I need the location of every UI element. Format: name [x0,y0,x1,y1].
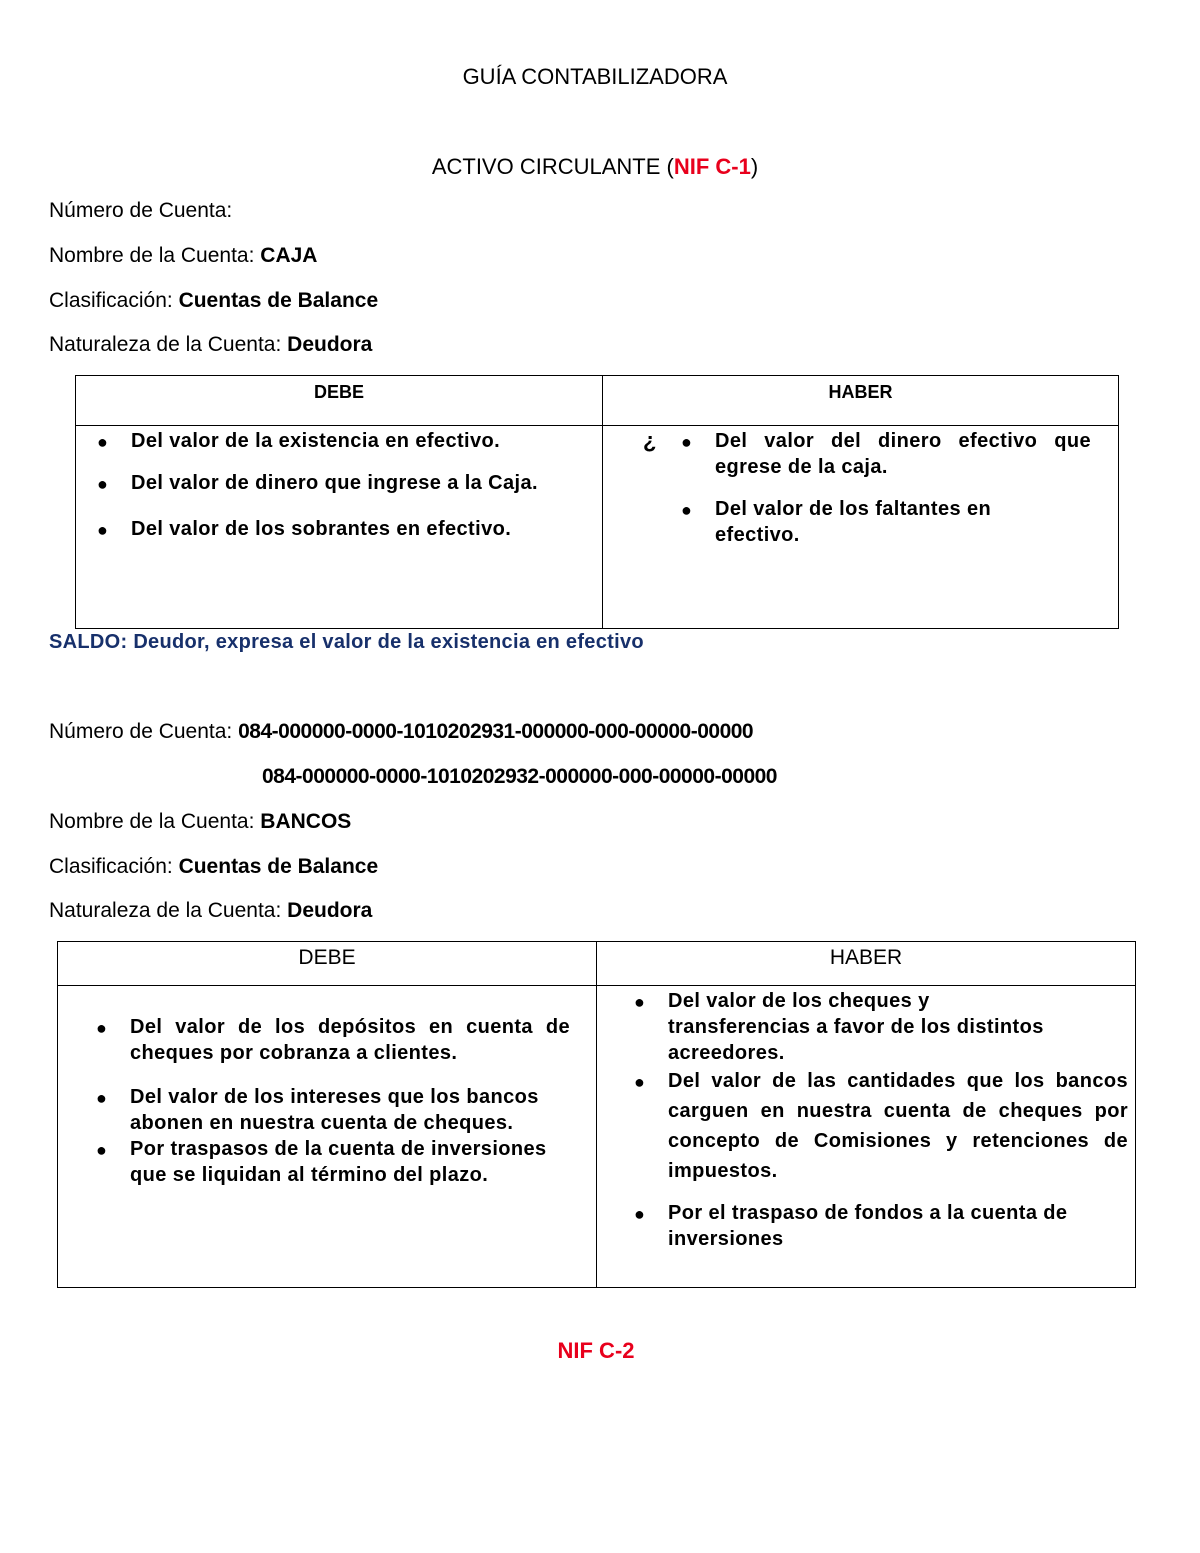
bancos-nombre-label: Nombre de la Cuenta: [49,810,255,833]
caja-haber-list [681,426,1091,548]
caja-debe-header: DEBE [76,376,603,426]
bancos-haber-cell [597,986,1136,1288]
bancos-clasificacion-value: Cuentas de Balance [178,855,379,878]
bancos-numero-value-2: 084-000000-0000-1010202932-000000-000-00000-00000 [262,765,777,788]
caja-ledger-table [75,375,1119,629]
bancos-numero-value-1: 084-000000-0000-1010202931-000000-000-00000-00000 [238,720,754,743]
bancos-clasificacion-row [49,855,378,879]
bancos-naturaleza-value: Deudora [287,899,373,922]
bullet-icon: ● [97,474,109,494]
caja-naturaleza-row [49,333,372,357]
section-heading [0,154,1190,180]
bancos-clasificacion-label: Clasificación: [49,855,173,878]
caja-nombre-value: CAJA [260,244,318,267]
list-item: ● Del valor de la existencia en efectivo. [131,428,571,454]
next-section-heading: NIF C-2 [557,1338,635,1363]
caja-numero-row [49,199,232,223]
list-item: ● Por el traspaso de fondos a la cuenta de inversiones [634,1202,1068,1250]
caja-clasificacion-label: Clasificación: [49,289,173,312]
bullet-icon: ● [96,1140,108,1160]
caja-naturaleza-value: Deudora [287,333,373,356]
bancos-nombre-value: BANCOS [260,810,352,833]
bancos-nombre-row [49,810,351,834]
caja-debe-list [97,426,571,542]
bullet-icon: ● [634,1072,646,1092]
caja-clasificacion-row [49,289,378,313]
caja-nombre-label: Nombre de la Cuenta: [49,244,255,267]
bancos-debe-header: DEBE [58,942,597,986]
list-item: ● Del valor de los intereses que los bancos abonen en nuestra cuenta de cheques. [96,1086,539,1134]
stray-mark: ¿ [643,428,657,453]
caja-clasificacion-value: Cuentas de Balance [178,289,379,312]
bullet-icon: ● [681,500,693,520]
bullet-icon: ● [634,992,646,1012]
caja-haber-cell [603,426,1119,629]
list-item: ● Del valor de los sobrantes en efectivo. [131,516,571,542]
bancos-naturaleza-row [49,899,372,923]
bancos-numero-row [49,720,753,744]
bullet-icon: ● [681,432,693,452]
bancos-ledger-table [57,941,1136,1288]
list-item: ● Del valor del dinero efectivo que egrese de la caja. [681,430,1091,478]
caja-numero-label: Número de Cuenta: [49,199,233,222]
list-item: ● Del valor de los faltantes en efectivo. [681,498,992,546]
bullet-icon: ● [634,1204,646,1224]
bancos-debe-list [96,986,596,1188]
section-heading-prefix: ACTIVO CIRCULANTE ( [431,154,674,179]
section-heading-norm: NIF C-1 [673,154,751,179]
caja-saldo: SALDO: Deudor, expresa el valor de la existencia en efectivo [49,631,644,653]
list-item: ● Por traspasos de la cuenta de inversiones que se liquidan al término del plazo. [96,1138,547,1186]
bullet-icon: ● [96,1088,108,1108]
bancos-naturaleza-label: Naturaleza de la Cuenta: [49,899,282,922]
bullet-icon: ● [97,520,109,540]
bancos-haber-list [634,986,1128,1252]
bancos-numero-label: Número de Cuenta: [49,720,233,743]
caja-debe-cell [76,426,603,629]
bullet-icon: ● [96,1018,108,1038]
bancos-debe-cell [58,986,597,1288]
caja-naturaleza-label: Naturaleza de la Cuenta: [49,333,282,356]
bullet-icon: ● [97,432,109,452]
caja-nombre-row [49,244,317,268]
list-item: ● Del valor de los depósitos en cuenta de cheques por cobranza a clientes. [96,1016,570,1064]
section-heading-suffix: ) [750,154,759,179]
bancos-haber-header: HABER [597,942,1136,986]
caja-haber-header: HABER [603,376,1119,426]
list-item: ● Del valor de dinero que ingrese a la Caja. [131,470,571,496]
document-title: GUÍA CONTABILIZADORA [462,64,728,89]
list-item: ● Del valor de los cheques y transferencias a favor de los distintos acreedores. [634,990,1044,1064]
list-item: ● Del valor de las cantidades que los bancos carguen en nuestra cuenta de cheques por concepto de Comisiones y retenciones de impuestos. [668,1066,1128,1186]
